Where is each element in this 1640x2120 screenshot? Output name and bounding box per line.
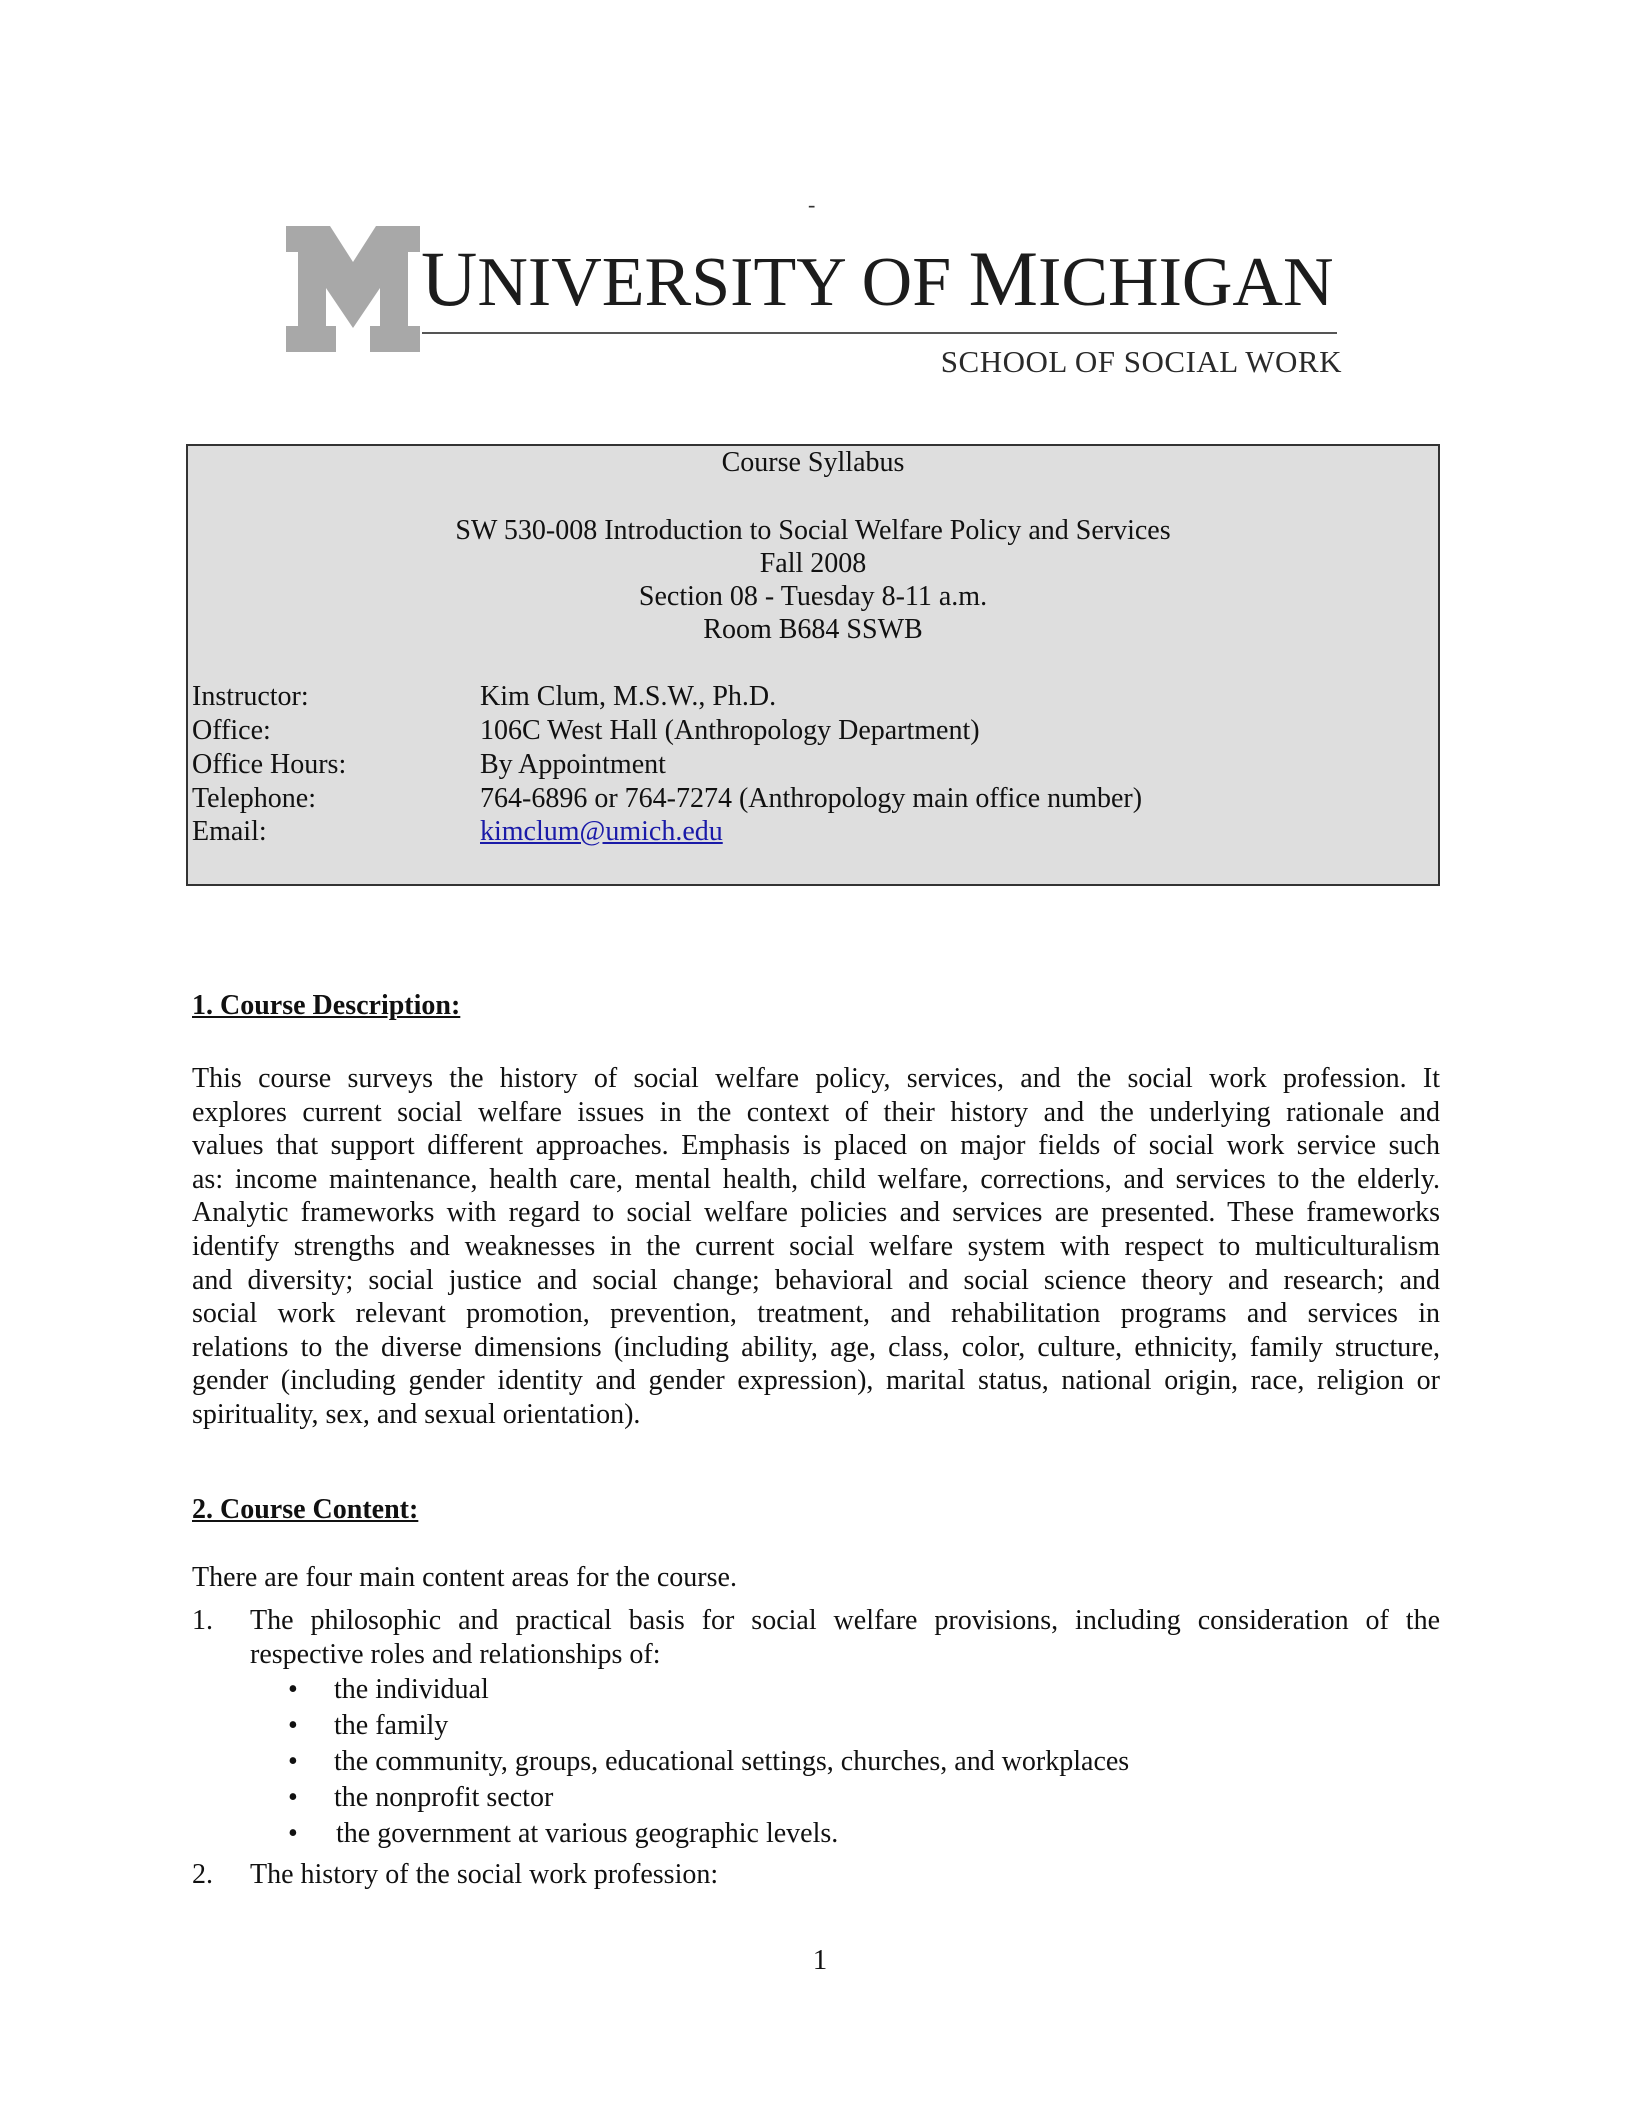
logo-letter-m: M: [968, 235, 1039, 322]
office-hours-label: Office Hours:: [192, 749, 347, 780]
description-line: as: income maintenance, health care, mental health, child welfare, corrections, and services to the elderly.: [192, 1163, 1440, 1195]
description-line: identify strengths and weaknesses in the current social welfare system with respect to multiculturalism: [192, 1230, 1440, 1262]
bullet-icon: •: [288, 1746, 298, 1777]
telephone-value: 764-6896 or 764-7274 (Anthropology main office number): [480, 783, 1143, 814]
office-value: 106C West Hall (Anthropology Department): [480, 715, 980, 746]
bullet-text: the individual: [334, 1674, 489, 1705]
email-link[interactable]: kimclum@umich.edu: [480, 816, 723, 847]
syllabus-title: Course Syllabus: [721, 447, 905, 478]
description-line: This course surveys the history of social welfare policy, services, and the social work profession. It: [192, 1063, 1440, 1094]
list-number: 2.: [192, 1859, 213, 1890]
telephone-label: Telephone:: [192, 783, 316, 814]
course-section: Section 08 - Tuesday 8-11 a.m.: [638, 581, 988, 612]
content-area-2-text: The history of the social work profession:: [250, 1859, 719, 1890]
bullet-text: the government at various geographic levels.: [336, 1818, 839, 1849]
bullet-icon: •: [288, 1674, 298, 1705]
instructor-label: Instructor:: [192, 681, 309, 712]
content-area-line: The philosophic and practical basis for social welfare provisions, including consideration of the: [250, 1605, 1440, 1636]
university-name: [421, 235, 1334, 322]
logo-text-part2: ICHIGAN: [1038, 244, 1334, 321]
stray-mark: -: [808, 192, 816, 217]
description-line: relations to the diverse dimensions (including ability, age, class, color, culture, ethnicity, family structure,: [192, 1331, 1440, 1363]
course-description-text: [192, 1062, 1440, 1432]
course-content-heading: 2. Course Content:: [192, 1494, 419, 1525]
bullet-text: the family: [334, 1710, 449, 1741]
description-line: spirituality, sex, and sexual orientation).: [192, 1398, 641, 1430]
list-number: 1.: [192, 1605, 213, 1636]
bullet-icon: •: [288, 1710, 298, 1741]
office-hours-value: By Appointment: [480, 749, 666, 780]
bullet-text: the nonprofit sector: [334, 1782, 554, 1813]
course-content-intro: There are four main content areas for the course.: [192, 1562, 737, 1593]
bullet-icon: •: [288, 1818, 298, 1849]
description-line: and diversity; social justice and social change; behavioral and social science theory and research; and: [192, 1264, 1440, 1296]
course-description-heading: 1. Course Description:: [192, 990, 461, 1021]
bullet-text: the community, groups, educational settings, churches, and workplaces: [334, 1746, 1130, 1777]
course-title: SW 530-008 Introduction to Social Welfare Policy and Services: [455, 515, 1171, 546]
description-line: Analytic frameworks with regard to social welfare policies and services are presented. These frameworks: [192, 1197, 1440, 1229]
logo-rule: [422, 332, 1337, 334]
description-line: social work relevant promotion, prevention, treatment, and rehabilitation programs and services in: [192, 1298, 1440, 1330]
content-area-line: respective roles and relationships of:: [250, 1638, 661, 1670]
university-logo: [286, 226, 1342, 379]
content-area-1-text: [250, 1604, 1440, 1671]
course-term: Fall 2008: [759, 548, 867, 579]
logo-letter-u: U: [421, 235, 478, 322]
school-name: SCHOOL OF SOCIAL WORK: [940, 344, 1342, 379]
office-label: Office:: [192, 715, 271, 746]
course-room: Room B684 SSWB: [703, 614, 923, 645]
instructor-value: Kim Clum, M.S.W., Ph.D.: [480, 681, 777, 712]
description-line: gender (including gender identity and gender expression), marital status, national origin, race, religion or: [192, 1365, 1440, 1397]
page-number: 1: [812, 1944, 828, 1976]
block-m-logo-icon: [286, 226, 420, 352]
email-label: Email:: [192, 816, 267, 847]
course-info-box: [186, 444, 1440, 886]
description-line: explores current social welfare issues in the context of their history and the underlying rationale and: [192, 1096, 1440, 1128]
logo-text-part1: NIVERSITY OF: [477, 244, 969, 321]
bullet-icon: •: [288, 1782, 298, 1813]
description-line: values that support different approaches. Emphasis is placed on major fields of social work service such: [192, 1130, 1440, 1162]
